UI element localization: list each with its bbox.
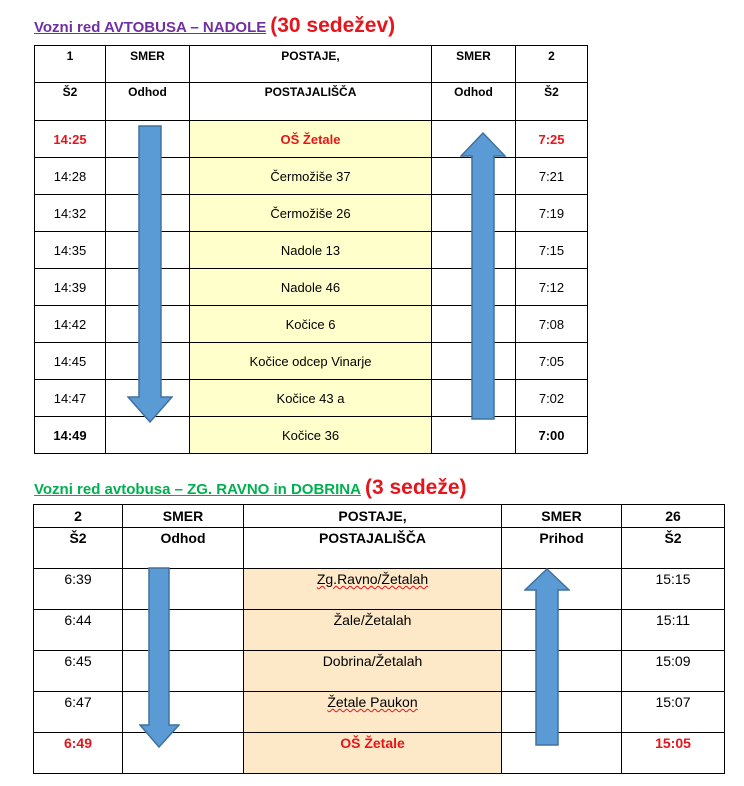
header-row [34, 505, 725, 528]
stop-cell: Čermožiše 26 [190, 195, 432, 232]
stop-cell: Nadole 46 [190, 269, 432, 306]
header-cell: SMER [502, 505, 622, 528]
stop-cell [244, 692, 502, 733]
time-cell: 6:45 [34, 651, 123, 692]
time-cell: 7:12 [516, 269, 588, 306]
header-cell: 2 [34, 505, 123, 528]
header-row [35, 46, 588, 83]
table1-seats: (30 sedežev) [270, 14, 396, 37]
up-arrow-icon [524, 568, 570, 746]
stop-cell: Dobrina/Žetalah [244, 651, 502, 692]
table-row [34, 651, 725, 692]
time-cell: 14:35 [35, 232, 106, 269]
time-cell: 7:19 [516, 195, 588, 232]
header-cell: SMER [106, 46, 190, 83]
table2-title-main: Vozni red avtobusa – ZG. RAVNO in DOBRINA [34, 481, 361, 498]
table2-title [34, 476, 467, 500]
time-cell: 7:21 [516, 158, 588, 195]
header-cell: POSTAJALIŠČA [244, 528, 502, 569]
time-cell: 7:08 [516, 306, 588, 343]
down-arrow-icon [127, 125, 173, 423]
header-cell: POSTAJE, [244, 505, 502, 528]
time-cell: 7:05 [516, 343, 588, 380]
header-cell: POSTAJE, [190, 46, 432, 83]
time-cell: 7:00 [516, 417, 588, 454]
header-cell: 26 [622, 505, 725, 528]
stop-cell: OŠ Žetale [190, 121, 432, 158]
header-cell: Š2 [34, 528, 123, 569]
table1-title [34, 14, 395, 38]
time-cell: 14:39 [35, 269, 106, 306]
time-cell: 7:15 [516, 232, 588, 269]
table1-title-main: Vozni red AVTOBUSA – NADOLE [34, 19, 267, 36]
stop-cell: Kočice 43 a [190, 380, 432, 417]
header-row [35, 83, 588, 121]
header-cell: Š2 [622, 528, 725, 569]
time-cell: 6:44 [34, 610, 123, 651]
timetable-zg-ravno-dobrina [33, 504, 725, 774]
up-arrow-icon [460, 132, 506, 420]
time-cell: 15:09 [622, 651, 725, 692]
time-cell: 6:47 [34, 692, 123, 733]
table-row [35, 417, 588, 454]
table-row [34, 610, 725, 651]
stop-cell: Kočice odcep Vinarje [190, 343, 432, 380]
time-cell: 6:39 [34, 569, 123, 610]
header-cell: Odhod [123, 528, 244, 569]
header-cell: Prihod [502, 528, 622, 569]
stop-cell: Žale/Žetalah [244, 610, 502, 651]
header-cell: POSTAJALIŠČA [190, 83, 432, 121]
header-cell: Š2 [35, 83, 106, 121]
header-cell: Odhod [106, 83, 190, 121]
time-cell: 15:11 [622, 610, 725, 651]
time-cell: 15:15 [622, 569, 725, 610]
header-row [34, 528, 725, 569]
time-cell: 7:25 [516, 121, 588, 158]
time-cell: 14:32 [35, 195, 106, 232]
header-cell: SMER [123, 505, 244, 528]
stop-cell: Kočice 36 [190, 417, 432, 454]
time-cell: 6:49 [34, 733, 123, 774]
time-cell: 14:45 [35, 343, 106, 380]
stop-cell: OŠ Žetale [244, 733, 502, 774]
header-cell: Odhod [432, 83, 516, 121]
header-cell: 2 [516, 46, 588, 83]
time-cell: 15:07 [622, 692, 725, 733]
time-cell: 15:05 [622, 733, 725, 774]
stop-name: Zg.Ravno/Žetalah [316, 571, 429, 587]
direction-cell [432, 417, 516, 454]
time-cell: 14:25 [35, 121, 106, 158]
time-cell: 14:28 [35, 158, 106, 195]
header-cell: Š2 [516, 83, 588, 121]
stop-cell [244, 569, 502, 610]
stop-cell: Nadole 13 [190, 232, 432, 269]
header-cell: 1 [35, 46, 106, 83]
time-cell: 14:47 [35, 380, 106, 417]
header-cell: SMER [432, 46, 516, 83]
down-arrow-icon [139, 567, 180, 748]
stop-name: Žetale Paukon [327, 694, 418, 710]
table-row [34, 692, 725, 733]
time-cell: 14:49 [35, 417, 106, 454]
time-cell: 7:02 [516, 380, 588, 417]
table-row [34, 733, 725, 774]
time-cell: 14:42 [35, 306, 106, 343]
stop-cell: Kočice 6 [190, 306, 432, 343]
stop-cell: Čermožiše 37 [190, 158, 432, 195]
table2-seats: (3 sedeže) [364, 476, 467, 499]
table-row [34, 569, 725, 610]
